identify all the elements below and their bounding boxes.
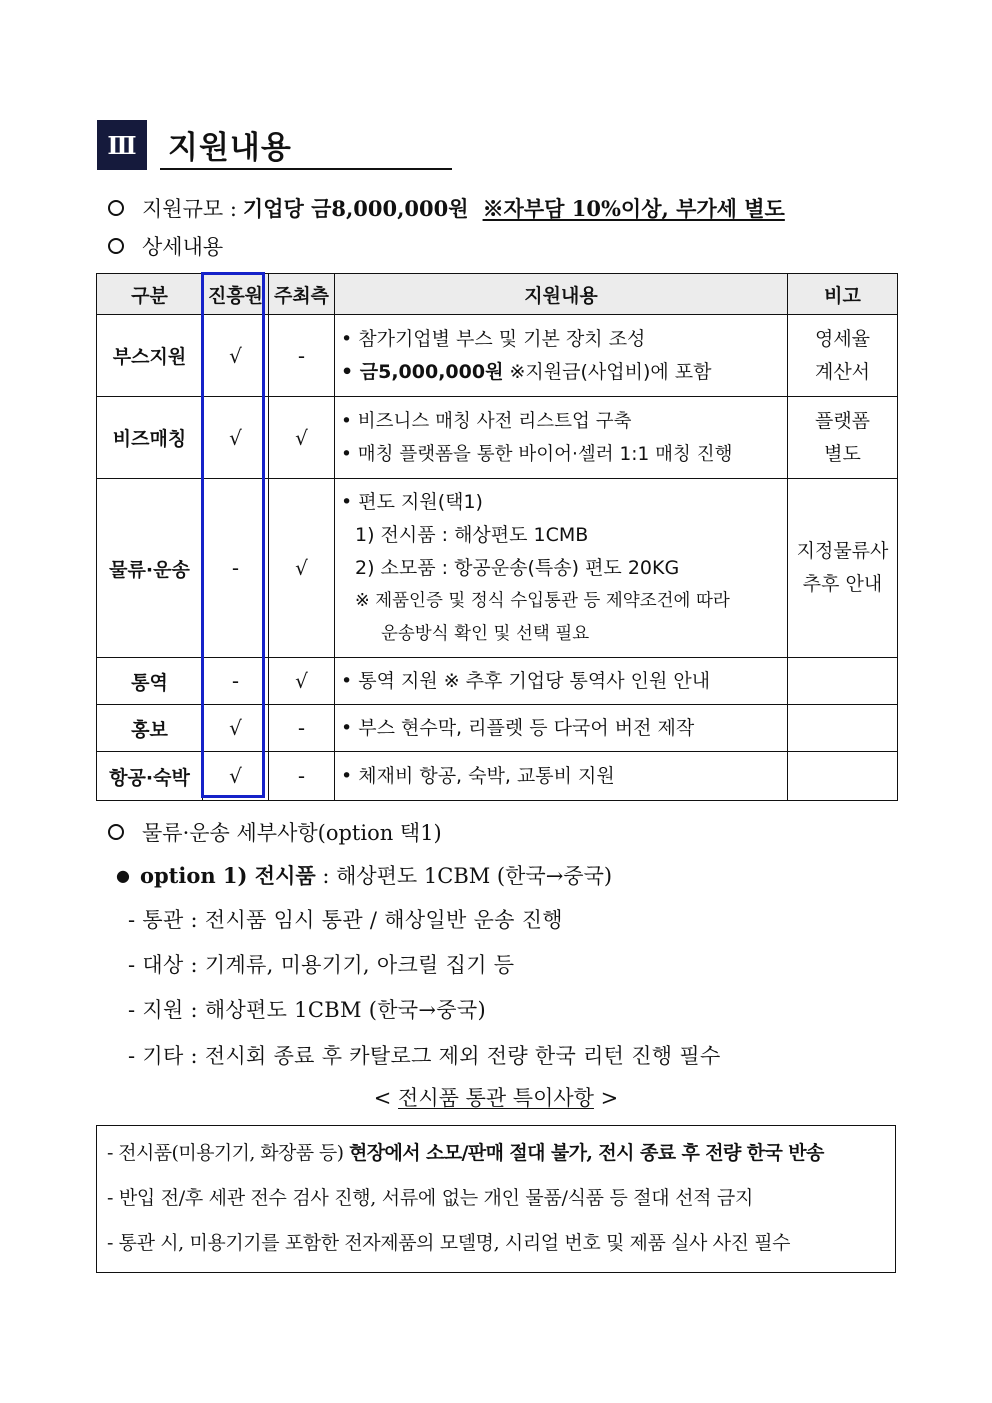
- notice-title-bracket-left: <: [373, 1086, 399, 1110]
- table-row: [97, 658, 898, 705]
- logistics-detail-line: - 기타 : 전시회 종료 후 카탈로그 제외 전량 한국 리턴 진행 필수: [128, 1044, 721, 1068]
- notice-line-bold: 현장에서 소모/판매 절대 불가, 전시 종료 후 전량 한국 반송: [348, 1142, 824, 1164]
- row-content: [335, 658, 788, 705]
- notice-title-text: 전시품 통관 특이사항: [398, 1086, 594, 1110]
- row-content: [335, 397, 788, 479]
- note-line: 지정물류사: [796, 540, 889, 562]
- row-organizer-mark: √: [269, 479, 335, 658]
- row-content: [335, 479, 788, 658]
- notice-title-bracket-right: >: [593, 1086, 619, 1110]
- table-row: [97, 397, 898, 479]
- logistics-heading: 물류·운송 세부사항(option 택1): [142, 821, 442, 845]
- dot-bullet-icon: ●: [116, 866, 130, 885]
- notice-line: - 반입 전/후 세관 전수 검사 진행, 서류에 없는 개인 물품/식품 등 절대 선적 금지: [107, 1187, 754, 1209]
- row-category: 통역: [97, 658, 203, 705]
- section-title: 지원내용: [168, 130, 292, 166]
- row-agency-mark: √: [203, 752, 269, 801]
- notice-box: [96, 1125, 896, 1273]
- content-line: • 부스 현수막, 리플렛 등 다국어 버전 제작: [341, 716, 695, 739]
- row-note: [788, 752, 898, 801]
- table-row: [97, 315, 898, 397]
- row-note: [788, 397, 898, 479]
- row-agency-mark: √: [203, 705, 269, 752]
- content-amount: • 금5,000,000원: [341, 360, 504, 383]
- detail-heading-line: [104, 231, 223, 261]
- notice-line: [107, 1138, 895, 1183]
- row-note: [788, 315, 898, 397]
- row-category: 물류·운송: [97, 479, 203, 658]
- row-note: [788, 479, 898, 658]
- row-note: [788, 658, 898, 705]
- row-category: 부스지원: [97, 315, 203, 397]
- row-organizer-mark: -: [269, 315, 335, 397]
- content-line: • 참가기업별 부스 및 기본 장치 조성: [341, 327, 646, 350]
- row-content: [335, 752, 788, 801]
- note-line: 추후 안내: [802, 573, 883, 595]
- circle-bullet-icon: [108, 200, 124, 216]
- header-organizer: 주최측: [269, 274, 335, 315]
- row-agency-mark: -: [203, 479, 269, 658]
- option-label: option 1) 전시품: [139, 863, 316, 888]
- content-line: [341, 356, 787, 389]
- content-line: ※ 제품인증 및 정식 수입통관 등 제약조건에 따라: [355, 590, 730, 611]
- logistics-detail-line: - 지원 : 해상편도 1CBM (한국→중국): [128, 998, 486, 1022]
- notice-title: [0, 1082, 992, 1112]
- content-line: • 체재비 항공, 숙박, 교통비 지원: [341, 764, 615, 787]
- note-line: 플랫폼: [814, 409, 871, 432]
- row-content: [335, 705, 788, 752]
- row-agency-mark: -: [203, 658, 269, 705]
- notice-line: - 통관 시, 미용기기를 포함한 전자제품의 모델명, 시리얼 번호 및 제품 실사 사진 필수: [107, 1232, 791, 1254]
- table-row: [97, 752, 898, 801]
- logistics-detail-line: - 대상 : 기계류, 미용기기, 아크릴 집기 등: [128, 953, 515, 977]
- header-category: 구분: [97, 274, 203, 315]
- support-scale-line: [104, 193, 785, 223]
- row-content: [335, 315, 788, 397]
- content-line: • 통역 지원 ※ 추후 기업당 통역사 인원 안내: [341, 669, 711, 692]
- row-agency-mark: √: [203, 397, 269, 479]
- section-title-underline: [160, 168, 452, 170]
- circle-bullet-icon: [108, 238, 124, 254]
- row-organizer-mark: √: [269, 658, 335, 705]
- content-line: • 매칭 플랫폼을 통한 바이어·셀러 1:1 매칭 진행: [341, 443, 733, 465]
- logistics-detail-line: - 통관 : 전시품 임시 통관 / 해상일반 운송 진행: [128, 908, 563, 932]
- logistics-heading-line: [104, 817, 442, 847]
- header-note: 비고: [788, 274, 898, 315]
- content-amount-note: ※지원금(사업비)에 포함: [503, 360, 712, 383]
- header-agency: 진흥원: [203, 274, 269, 315]
- content-line: • 편도 지원(택1): [341, 490, 483, 513]
- table-row: [97, 479, 898, 658]
- support-scale-note: ※자부담 10%이상, 부가세 별도: [482, 196, 785, 221]
- table-header-row: [97, 274, 898, 315]
- note-line: 별도: [824, 442, 861, 465]
- content-line: 운송방식 확인 및 선택 필요: [381, 623, 590, 644]
- row-agency-mark: √: [203, 315, 269, 397]
- note-line: 계산서: [814, 360, 871, 383]
- row-category: 비즈매칭: [97, 397, 203, 479]
- notice-line-plain: - 전시품(미용기기, 화장품 등): [107, 1142, 349, 1164]
- row-organizer-mark: -: [269, 752, 335, 801]
- table-row: [97, 705, 898, 752]
- option-detail: : 해상편도 1CBM (한국→중국): [315, 864, 613, 888]
- circle-bullet-icon: [108, 824, 124, 840]
- note-line: 영세율: [814, 327, 871, 350]
- content-line: 2) 소모품 : 항공운송(특송) 편도 20KG: [355, 556, 680, 579]
- support-table: [96, 273, 898, 801]
- section-number-badge: Ⅲ: [97, 120, 147, 170]
- content-line: • 비즈니스 매칭 사전 리스트업 구축: [341, 410, 632, 432]
- support-scale-label: 지원규모 :: [142, 197, 237, 221]
- row-note: [788, 705, 898, 752]
- row-organizer-mark: √: [269, 397, 335, 479]
- header-content: 지원내용: [335, 274, 788, 315]
- row-category: 항공·숙박: [97, 752, 203, 801]
- option-line: [116, 860, 612, 890]
- detail-heading: 상세내용: [142, 235, 224, 259]
- row-organizer-mark: -: [269, 705, 335, 752]
- content-line: 1) 전시품 : 해상편도 1CMB: [355, 523, 589, 546]
- row-category: 홍보: [97, 705, 203, 752]
- support-scale-amount: 기업당 금8,000,000원: [242, 196, 469, 221]
